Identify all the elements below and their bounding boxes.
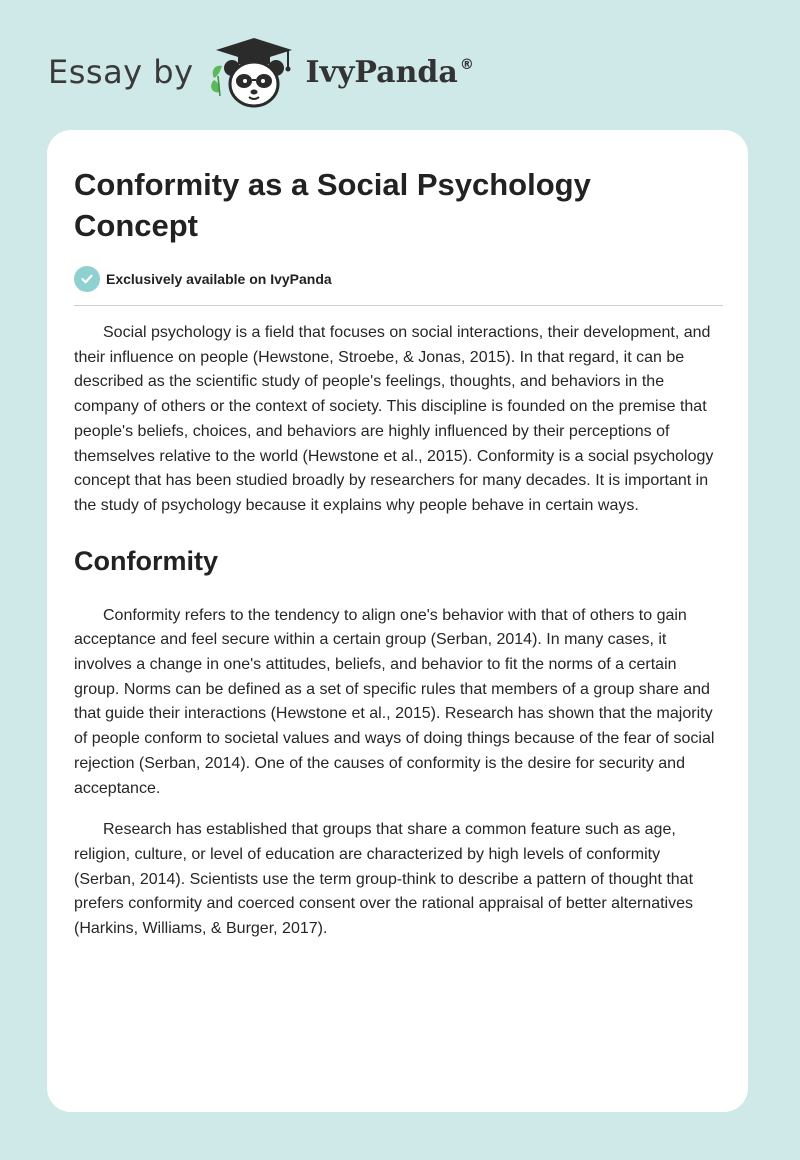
body-paragraph: Research has established that groups that share a common feature such as age, religion, culture, or level of education are characterized by high levels of conformity (Serban, 2014). Scientists use the term group-think to describe a pattern of thought that prefers conformity and coerced consent over the rational appraisal of better alternatives (Harkins, Williams, & Burger, 2017).: [74, 821, 694, 938]
section-heading: Conformity: [74, 545, 218, 576]
badge-label: Exclusively available on IvyPanda: [106, 271, 332, 287]
body-paragraph: Conformity refers to the tendency to align one's behavior with that of others to gain acceptance and feel secure within a certain group (Serban, 2014). In many cases, it involves a change in one's attitudes, beliefs, and behavior to fit the norms of a certain group. Norms can be defined as a set of specific rules that members of a group share and that guide their interactions (Hewstone et al., 2015). Research has shown that the majority of people conform to societal values and ways of doing things because of the fear of social rejection (Serban, 2014). One of the causes of conformity is the desire for security and acceptance.: [74, 606, 715, 797]
divider: [74, 305, 723, 306]
essay-by-label: Essay by: [48, 53, 194, 91]
essay-content: [74, 164, 723, 942]
exclusive-badge: [74, 266, 723, 292]
brand-name[interactable]: IvyPanda ®: [305, 54, 474, 90]
essay-card: [47, 130, 748, 1112]
panda-graduate-logo-icon: [208, 34, 300, 110]
intro-paragraph: Social psychology is a field that focuses on social interactions, their development, and their influence on people (Hewstone, Stroebe, & Jonas, 2015). In that regard, it can be described as the scientific study of people's feelings, thoughts, and behaviors in the company of others or the context of society. This discipline is founded on the premise that people's beliefs, choices, and behaviors are highly influenced by their perceptions of themselves relative to the world (Hewstone et al., 2015). Conformity is a social psychology concept that has been studied broadly by researchers for many decades. It is important in the study of psychology because it explains why people behave in certain ways.: [74, 324, 714, 514]
page-title: Conformity as a Social Psychology Concept: [74, 167, 591, 243]
check-circle-icon: [74, 266, 100, 292]
registered-mark: ®: [459, 56, 474, 73]
site-header: [48, 34, 474, 110]
